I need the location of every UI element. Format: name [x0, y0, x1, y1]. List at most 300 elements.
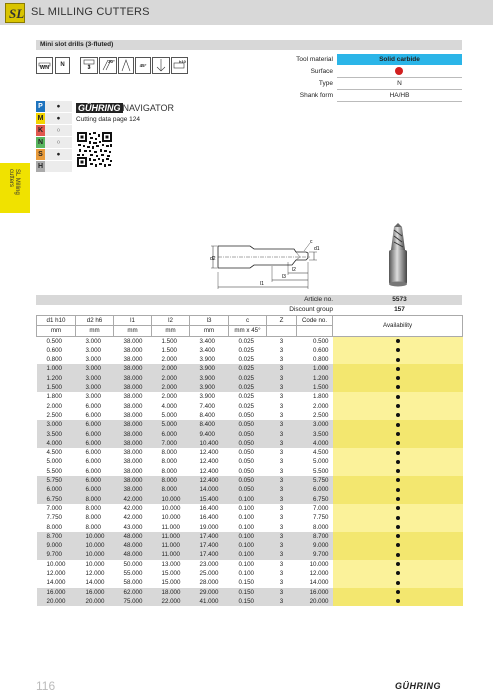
- table-cell: 1.500: [37, 383, 76, 392]
- table-cell: 8.400: [190, 420, 229, 429]
- discount-label: Discount group: [289, 306, 333, 313]
- material-row-k: [36, 125, 72, 136]
- table-cell: 10.000: [37, 560, 76, 569]
- table-cell: 17.400: [190, 541, 229, 550]
- availability-cell: [333, 476, 463, 485]
- availability-cell: [333, 355, 463, 364]
- availability-dot-icon: [396, 376, 400, 380]
- table-cell: 12.000: [37, 569, 76, 578]
- table-cell: 1.500: [152, 346, 190, 355]
- table-cell: 11.000: [152, 550, 190, 559]
- availability-cell: [333, 532, 463, 541]
- availability-dot-icon: [396, 339, 400, 343]
- table-cell: 17.400: [190, 550, 229, 559]
- table-cell: 50.000: [114, 560, 152, 569]
- table-cell: 10.000: [76, 550, 114, 559]
- table-cell: 0.100: [229, 560, 267, 569]
- table-cell: 10.400: [190, 439, 229, 448]
- table-cell: 0.100: [229, 532, 267, 541]
- table-cell: 3: [267, 476, 297, 485]
- table-cell: 4.500: [37, 448, 76, 457]
- table-cell: 1.800: [297, 392, 333, 401]
- tolerance-h10-icon: [171, 57, 188, 74]
- availability-dot-icon: [396, 367, 400, 371]
- unit-cell: mm: [76, 326, 114, 336]
- table-cell: 8.000: [152, 485, 190, 494]
- table-cell: 0.500: [37, 336, 76, 346]
- table-cell: 55.000: [114, 569, 152, 578]
- helix-30-icon: [99, 57, 117, 74]
- table-cell: 3: [267, 513, 297, 522]
- table-cell: 48.000: [114, 541, 152, 550]
- side-tab[interactable]: [0, 163, 30, 213]
- availability-dot-icon: [396, 497, 400, 501]
- table-cell: 0.600: [297, 346, 333, 355]
- table-cell: 6.000: [297, 485, 333, 494]
- table-cell: 3: [267, 467, 297, 476]
- table-cell: 3.000: [76, 374, 114, 383]
- table-cell: 3.000: [76, 383, 114, 392]
- table-cell: 12.400: [190, 457, 229, 466]
- table-cell: 38.000: [114, 430, 152, 439]
- table-cell: 6.000: [152, 430, 190, 439]
- table-cell: 3: [267, 420, 297, 429]
- table-cell: 0.050: [229, 467, 267, 476]
- table-cell: 7.750: [297, 513, 333, 522]
- table-cell: 2.000: [152, 355, 190, 364]
- table-cell: 3.400: [190, 346, 229, 355]
- col-header: Code no.: [297, 316, 333, 326]
- table-row: [37, 523, 463, 532]
- table-cell: 10.000: [152, 513, 190, 522]
- table-cell: 38.000: [114, 383, 152, 392]
- table-cell: 38.000: [114, 485, 152, 494]
- material-symbol: ○: [45, 125, 72, 136]
- table-cell: 8.000: [76, 523, 114, 532]
- table-cell: 3: [267, 430, 297, 439]
- table-cell: 20.000: [37, 597, 76, 606]
- l1-label: l1: [260, 281, 264, 287]
- table-cell: 3.000: [76, 336, 114, 346]
- type-n-label: N: [60, 62, 65, 68]
- type-n-icon: [55, 57, 70, 74]
- table-cell: 7.000: [37, 504, 76, 513]
- discount-value: 157: [394, 306, 405, 313]
- table-cell: 1.800: [37, 392, 76, 401]
- table-cell: 38.000: [114, 392, 152, 401]
- availability-cell: [333, 457, 463, 466]
- availability-cell: [333, 504, 463, 513]
- availability-dot-icon: [396, 441, 400, 445]
- table-cell: 0.100: [229, 550, 267, 559]
- table-cell: 29.000: [190, 588, 229, 597]
- table-row: [37, 411, 463, 420]
- qr-code-icon[interactable]: [76, 131, 113, 168]
- table-row: [37, 504, 463, 513]
- table-cell: 3: [267, 439, 297, 448]
- footer-logo: GÜHRING: [395, 681, 441, 691]
- table-cell: 58.000: [114, 578, 152, 587]
- availability-cell: [333, 346, 463, 355]
- table-cell: 38.000: [114, 346, 152, 355]
- table-cell: 8.000: [152, 448, 190, 457]
- table-cell: 3: [267, 541, 297, 550]
- availability-dot-icon: [396, 358, 400, 362]
- table-cell: 8.000: [37, 523, 76, 532]
- section-header: [36, 40, 462, 50]
- navigator-suffix: NAVIGATOR: [122, 103, 175, 113]
- table-cell: 15.400: [190, 495, 229, 504]
- c-label: c: [310, 239, 313, 245]
- availability-dot-icon: [396, 506, 400, 510]
- table-cell: 3: [267, 523, 297, 532]
- table-cell: 0.050: [229, 485, 267, 494]
- table-cell: 12.400: [190, 467, 229, 476]
- table-cell: 8.000: [76, 495, 114, 504]
- table-cell: 12.400: [190, 476, 229, 485]
- table-row: [37, 420, 463, 429]
- article-value: 5573: [392, 296, 407, 303]
- table-cell: 10.000: [76, 532, 114, 541]
- material-letter: H: [37, 163, 44, 170]
- table-cell: 5.000: [152, 411, 190, 420]
- table-cell: 1.200: [37, 374, 76, 383]
- table-cell: 25.000: [190, 569, 229, 578]
- page-title: SL MILLING CUTTERS: [31, 6, 150, 18]
- table-cell: 3: [267, 402, 297, 411]
- chamfer-label: 45°: [139, 63, 147, 68]
- side-tab-label: SL Milling cutters: [8, 169, 20, 195]
- table-cell: 14.000: [37, 578, 76, 587]
- table-row: [37, 355, 463, 364]
- table-cell: 7.400: [190, 402, 229, 411]
- l3-label: l3: [282, 274, 286, 280]
- table-cell: 11.000: [152, 541, 190, 550]
- navigator-brand: GÜHRING: [78, 103, 121, 113]
- availability-dot-icon: [396, 553, 400, 557]
- prop-divider: [337, 77, 462, 78]
- table-cell: 3.000: [76, 346, 114, 355]
- table-cell: 10.000: [76, 560, 114, 569]
- table-cell: 0.800: [37, 355, 76, 364]
- table-cell: 0.800: [297, 355, 333, 364]
- unit-cell: [267, 326, 297, 336]
- availability-cell: [333, 550, 463, 559]
- material-letter: N: [37, 139, 44, 146]
- availability-dot-icon: [396, 404, 400, 408]
- d1-label: d1: [314, 246, 320, 252]
- table-cell: 0.150: [229, 588, 267, 597]
- table-cell: 3: [267, 364, 297, 373]
- col-header: d1 h10: [37, 316, 76, 326]
- table-cell: 6.000: [76, 448, 114, 457]
- table-cell: 9.000: [297, 541, 333, 550]
- availability-cell: [333, 374, 463, 383]
- table-cell: 5.750: [297, 476, 333, 485]
- table-cell: 41.000: [190, 597, 229, 606]
- table-cell: 12.000: [76, 569, 114, 578]
- table-cell: 6.000: [76, 411, 114, 420]
- table-cell: 8.400: [190, 411, 229, 420]
- tool-material-label: Tool material: [296, 56, 333, 63]
- table-cell: 3.900: [190, 383, 229, 392]
- table-cell: 3.900: [190, 374, 229, 383]
- type-value: N: [397, 80, 402, 87]
- availability-dot-icon: [396, 590, 400, 594]
- availability-dot-icon: [396, 571, 400, 575]
- table-cell: 38.000: [114, 411, 152, 420]
- table-cell: 38.000: [114, 420, 152, 429]
- table-cell: 8.000: [152, 467, 190, 476]
- table-cell: 8.000: [297, 523, 333, 532]
- table-cell: 3.500: [297, 430, 333, 439]
- table-cell: 6.000: [76, 457, 114, 466]
- wn-shank-icon: [36, 57, 53, 74]
- table-cell: 3: [267, 383, 297, 392]
- table-cell: 12.400: [190, 448, 229, 457]
- table-cell: 3.900: [190, 355, 229, 364]
- table-cell: 2.000: [152, 392, 190, 401]
- material-letter: S: [36, 149, 45, 160]
- table-cell: 38.000: [114, 364, 152, 373]
- table-cell: 2.000: [152, 383, 190, 392]
- table-cell: 38.000: [114, 439, 152, 448]
- article-label: Article no.: [304, 296, 333, 303]
- table-cell: 17.400: [190, 532, 229, 541]
- table-cell: 3: [267, 411, 297, 420]
- material-letter: M: [37, 115, 44, 122]
- table-cell: 4.000: [152, 402, 190, 411]
- table-cell: 5.000: [297, 457, 333, 466]
- availability-cell: [333, 560, 463, 569]
- tool-material-value: Solid carbide: [337, 54, 462, 65]
- availability-cell: [333, 513, 463, 522]
- table-cell: 3.500: [37, 430, 76, 439]
- availability-dot-icon: [396, 516, 400, 520]
- table-cell: 0.025: [229, 355, 267, 364]
- availability-cell: [333, 485, 463, 494]
- material-letter: K: [37, 127, 44, 134]
- table-cell: 0.100: [229, 495, 267, 504]
- availability-dot-icon: [396, 385, 400, 389]
- col-header: l1: [114, 316, 152, 326]
- table-cell: 0.050: [229, 448, 267, 457]
- table-cell: 18.000: [152, 588, 190, 597]
- table-cell: 0.025: [229, 364, 267, 373]
- table-cell: 0.050: [229, 411, 267, 420]
- availability-dot-icon: [396, 562, 400, 566]
- table-cell: 3: [267, 392, 297, 401]
- table-cell: 38.000: [114, 402, 152, 411]
- table-cell: 4.500: [297, 448, 333, 457]
- table-header-row: [37, 316, 463, 326]
- table-cell: 3: [267, 597, 297, 606]
- availability-cell: [333, 569, 463, 578]
- table-cell: 9.700: [297, 550, 333, 559]
- table-cell: 12.000: [297, 569, 333, 578]
- dimensions-table: [36, 315, 463, 606]
- section-title: Mini slot drills (3-fluted): [40, 41, 114, 48]
- availability-cell: [333, 364, 463, 373]
- availability-dot-icon: [396, 543, 400, 547]
- material-row-h: [36, 161, 72, 172]
- table-cell: 6.000: [76, 439, 114, 448]
- table-cell: 3: [267, 374, 297, 383]
- prop-divider: [337, 89, 462, 90]
- d2-label: d2: [210, 256, 216, 262]
- table-cell: 0.100: [229, 541, 267, 550]
- table-cell: 3.900: [190, 392, 229, 401]
- table-row: [37, 569, 463, 578]
- availability-dot-icon: [396, 432, 400, 436]
- table-cell: 7.750: [37, 513, 76, 522]
- cutting-data-note: Cutting data page 124: [76, 116, 140, 123]
- navigator-logo: [76, 103, 174, 113]
- availability-dot-icon: [396, 348, 400, 352]
- table-cell: 0.025: [229, 336, 267, 346]
- surface-indicator-icon: [395, 67, 403, 75]
- table-cell: 0.150: [229, 578, 267, 587]
- table-cell: 10.000: [76, 541, 114, 550]
- table-cell: 38.000: [114, 476, 152, 485]
- table-cell: 2.000: [152, 364, 190, 373]
- table-row: [37, 364, 463, 373]
- table-cell: 7.000: [152, 439, 190, 448]
- tool-drawing: [210, 238, 330, 290]
- surface-label: Surface: [310, 68, 333, 75]
- table-row: [37, 513, 463, 522]
- availability-cell: [333, 467, 463, 476]
- table-cell: 3: [267, 346, 297, 355]
- availability-cell: [333, 578, 463, 587]
- table-cell: 10.000: [297, 560, 333, 569]
- table-cell: 6.000: [76, 430, 114, 439]
- center-cutting-icon: [152, 57, 170, 74]
- table-cell: 42.000: [114, 513, 152, 522]
- table-cell: 4.000: [297, 439, 333, 448]
- table-row: [37, 448, 463, 457]
- table-cell: 11.000: [152, 523, 190, 532]
- availability-dot-icon: [396, 599, 400, 603]
- table-cell: 0.100: [229, 504, 267, 513]
- prop-divider: [337, 101, 462, 102]
- page-number: 116: [36, 679, 56, 693]
- table-cell: 5.750: [37, 476, 76, 485]
- table-cell: 3.400: [190, 336, 229, 346]
- table-cell: 10.000: [152, 495, 190, 504]
- table-cell: 0.100: [229, 523, 267, 532]
- table-cell: 16.000: [297, 588, 333, 597]
- table-cell: 48.000: [114, 550, 152, 559]
- table-cell: 5.500: [37, 467, 76, 476]
- availability-cell: [333, 336, 463, 346]
- material-row-p: [36, 101, 72, 112]
- table-cell: 8.000: [76, 513, 114, 522]
- table-cell: 3.000: [76, 364, 114, 373]
- table-row: [37, 560, 463, 569]
- flutes-3-icon: [80, 57, 98, 74]
- table-cell: 0.025: [229, 392, 267, 401]
- availability-cell: [333, 420, 463, 429]
- table-row: [37, 374, 463, 383]
- table-cell: 6.000: [76, 485, 114, 494]
- table-cell: 20.000: [297, 597, 333, 606]
- material-row-n: [36, 137, 72, 148]
- table-row: [37, 383, 463, 392]
- table-cell: 14.000: [190, 485, 229, 494]
- availability-dot-icon: [396, 581, 400, 585]
- table-cell: 2.500: [297, 411, 333, 420]
- table-row: [37, 336, 463, 346]
- material-symbol: ●: [45, 101, 72, 112]
- table-cell: 13.000: [152, 560, 190, 569]
- table-cell: 8.000: [152, 476, 190, 485]
- material-symbol: ●: [45, 113, 72, 124]
- table-cell: 1.200: [297, 374, 333, 383]
- table-cell: 11.000: [152, 532, 190, 541]
- availability-dot-icon: [396, 413, 400, 417]
- availability-dot-icon: [396, 478, 400, 482]
- table-cell: 2.000: [152, 374, 190, 383]
- table-cell: 15.000: [152, 578, 190, 587]
- table-cell: 38.000: [114, 448, 152, 457]
- availability-header: Availability: [333, 316, 463, 337]
- table-cell: 6.000: [37, 485, 76, 494]
- table-cell: 3: [267, 550, 297, 559]
- type-label: Type: [318, 80, 333, 87]
- availability-cell: [333, 430, 463, 439]
- l2-label: l2: [292, 267, 296, 273]
- table-cell: 38.000: [114, 355, 152, 364]
- table-row: [37, 532, 463, 541]
- availability-cell: [333, 402, 463, 411]
- table-cell: 1.000: [297, 364, 333, 373]
- table-row: [37, 467, 463, 476]
- table-cell: 10.000: [152, 504, 190, 513]
- availability-cell: [333, 495, 463, 504]
- table-row: [37, 550, 463, 559]
- table-cell: 75.000: [114, 597, 152, 606]
- availability-dot-icon: [396, 525, 400, 529]
- availability-cell: [333, 597, 463, 606]
- material-symbol: [45, 161, 72, 172]
- table-cell: 42.000: [114, 495, 152, 504]
- availability-dot-icon: [396, 469, 400, 473]
- table-cell: 3: [267, 355, 297, 364]
- table-cell: 8.000: [76, 504, 114, 513]
- table-cell: 0.050: [229, 439, 267, 448]
- table-cell: 0.050: [229, 476, 267, 485]
- availability-dot-icon: [396, 451, 400, 455]
- table-row: [37, 495, 463, 504]
- table-cell: 9.400: [190, 430, 229, 439]
- table-cell: 43.000: [114, 523, 152, 532]
- table-cell: 0.050: [229, 457, 267, 466]
- table-cell: 3: [267, 448, 297, 457]
- table-cell: 6.000: [76, 476, 114, 485]
- table-cell: 22.000: [152, 597, 190, 606]
- table-cell: 2.500: [37, 411, 76, 420]
- table-cell: 3: [267, 569, 297, 578]
- table-cell: 38.000: [114, 336, 152, 346]
- table-row: [37, 346, 463, 355]
- tolerance-label: h10: [179, 59, 186, 64]
- material-letter: P: [36, 101, 45, 112]
- table-cell: 3.000: [76, 355, 114, 364]
- table-cell: 8.700: [297, 532, 333, 541]
- table-cell: 6.000: [76, 420, 114, 429]
- availability-cell: [333, 523, 463, 532]
